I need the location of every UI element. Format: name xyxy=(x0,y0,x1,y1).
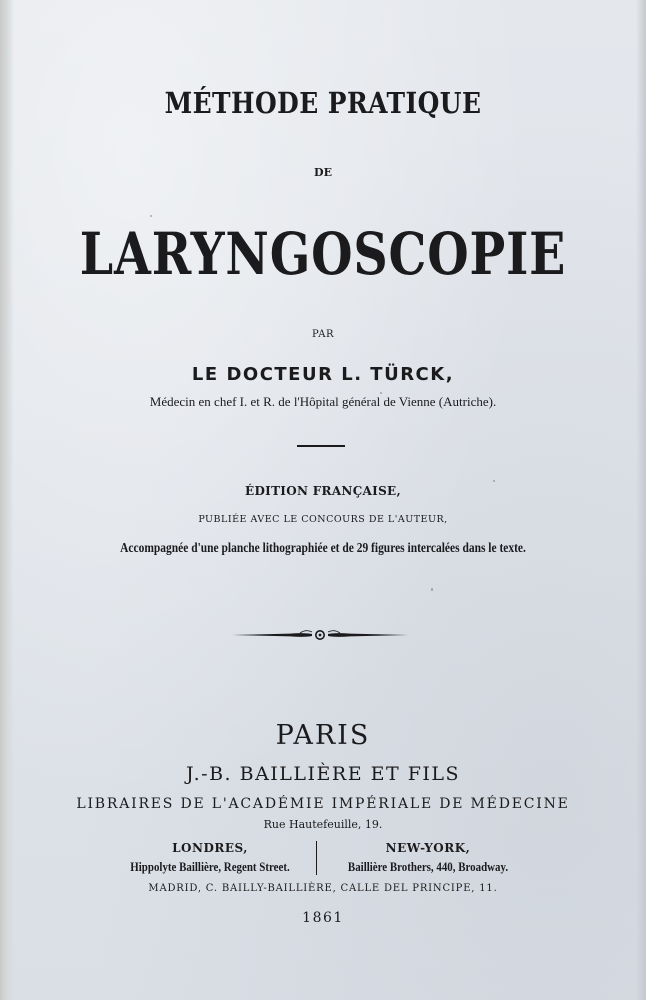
ornament-divider-icon xyxy=(230,627,410,643)
branch-madrid: MADRID, C. BAILLY-BAILLIÈRE, CALLE DEL PRINCIPE, 11. xyxy=(148,883,498,894)
branch-newyork-name: Baillière Brothers, 440, Broadway. xyxy=(347,859,509,874)
main-title: LARYNGOSCOPIE xyxy=(79,220,567,288)
edition-publiee: PUBLIÉE AVEC LE CONCOURS DE L'AUTEUR, xyxy=(198,514,448,525)
byline-par: PAR xyxy=(311,329,335,340)
publication-year: 1861 xyxy=(302,910,344,926)
author-name: LE DOCTEUR L. TÜRCK, xyxy=(191,364,455,385)
branch-newyork-city: NEW-YORK, xyxy=(385,841,471,855)
branch-newyork xyxy=(318,840,538,876)
paper-speck xyxy=(380,392,382,394)
divider-rule xyxy=(297,445,345,447)
title-line-1: MÉTHODE PRATIQUE xyxy=(164,86,482,120)
imprint-city: PARIS xyxy=(275,720,371,751)
branch-london-city: LONDRES, xyxy=(172,841,248,855)
branch-separator xyxy=(316,841,317,875)
publisher-address: Rue Hautefeuille, 19. xyxy=(263,818,383,831)
paper-speck xyxy=(150,215,152,217)
publisher-name: J.-B. BAILLIÈRE ET FILS xyxy=(185,763,461,785)
edition-accompagnee: Accompagnée d'une planche lithographiée et de 29 figures intercalées dans le texte. xyxy=(120,541,526,556)
author-affiliation: Médecin en chef I. et R. de l'Hôpital général de Vienne (Autriche). xyxy=(149,394,497,409)
publisher-title: LIBRAIRES DE L'ACADÉMIE IMPÉRIALE DE MÉDECINE xyxy=(76,796,570,812)
title-connector: DE xyxy=(314,166,332,179)
branch-london xyxy=(100,840,320,876)
edition-heading: ÉDITION FRANÇAISE, xyxy=(245,484,401,498)
branch-london-name: Hippolyte Baillière, Regent Street. xyxy=(130,859,290,874)
paper-speck xyxy=(431,588,433,591)
page-left-edge xyxy=(0,0,14,1000)
page-right-edge xyxy=(636,0,646,1000)
paper-speck xyxy=(493,480,495,482)
